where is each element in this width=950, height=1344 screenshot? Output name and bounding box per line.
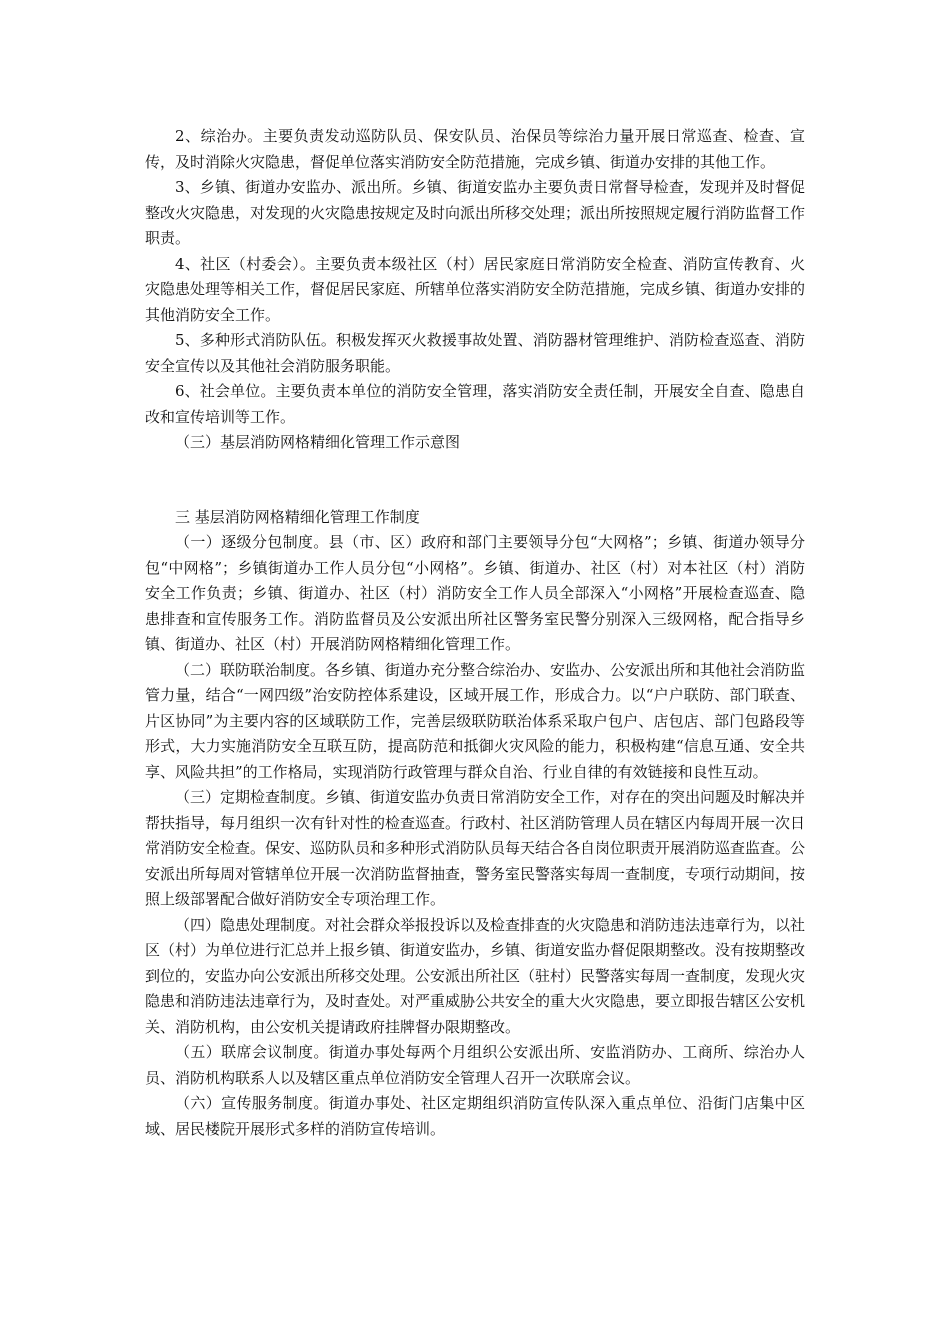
paragraph-community: 4、社区（村委会）。主要负责本级社区（村）居民家庭日常消防安全检查、消防宣传教育、火灾隐患处理等相关工作，督促居民家庭、所辖单位落实消防安全防范措施，完成乡镇、街道办安排的其他消防安全工作。 [145,254,806,324]
paragraph-regular-inspection: （三）定期检查制度。乡镇、街道安监办负责日常消防安全工作，对存在的突出问题及时解决并帮扶指导，每月组织一次有针对性的检查巡查。行政村、社区消防管理人员在辖区内每周开展一次日常消防安全检查。保安、巡防队员和多种形式消防队员每天结合各自岗位职责开展消防巡查监查。公安派出所每周对管辖单位开展一次消防监督抽查，警务室民警落实每周一查制度，专项行动期间，按照上级部署配合做好消防安全专项治理工作。 [145,788,806,908]
paragraph-social-units: 6、社会单位。主要负责本单位的消防安全管理，落实消防安全责任制，开展安全自查、隐患自改和宣传培训等工作。 [145,382,805,426]
paragraph-comprehensive-office: 2、综治办。主要负责发动巡防队员、保安队员、治保员等综治力量开展日常巡查、检查、宣传，及时消除火灾隐患，督促单位落实消防安全防范措施，完成乡镇、街道办安排的其他工作。 [145,127,805,171]
paragraph-township-safety-office: 3、乡镇、街道办安监办、派出所。乡镇、街道安监办主要负责日常督导检查，发现并及时督促整改火灾隐患，对发现的火灾隐患按规定及时向派出所移交处理；派出所按照规定履行消防监督工作职责。 [145,178,806,247]
paragraph-hazard-handling: （四）隐患处理制度。对社会群众举报投诉以及检查排查的火灾隐患和消防违法违章行为，以社区（村）为单位进行汇总并上报乡镇、街道安监办，乡镇、街道安监办督促限期整改。没有按期整改到位的，安监办向公安派出所移交处理。公安派出所社区（驻村）民警落实每周一查制度，发现火灾隐患和消防违法违章行为，及时查处。对严重威胁公共安全的重大火灾隐患，要立即报告辖区公安机关、消防机构，由公安机关提请政府挂牌督办限期整改。 [145,915,806,1036]
paragraph-joint-prevention: （二）联防联治制度。各乡镇、街道办充分整合综治办、安监办、公安派出所和其他社会消防监管力量，结合“一网四级”治安防控体系建设，区域开展工作，形成合力。以“户户联防、部门联查、片区协同”为主要内容的区域联防工作，完善层级联防联治体系采取户包户、店包店、部门包路段等形式，大力实施消防安全互联互防，提高防范和抵御火灾风险的能力，积极构建“信息互通、安全共享、风险共担”的工作格局，实现消防行政管理与群众自治、行业自律的有效链接和良性互动。 [145,660,806,781]
paragraph-joint-meeting: （五）联席会议制度。街道办事处每两个月组织公安派出所、安监消防办、工商所、综治办人员、消防机构联系人以及辖区重点单位消防安全管理人召开一次联席会议。 [145,1043,805,1087]
paragraph-fire-teams: 5、多种形式消防队伍。积极发挥灭火救援事故处置、消防器材管理维护、消防检查巡查、消防安全宣传以及其他社会消防服务职能。 [145,331,805,375]
diagram-placeholder [145,456,805,505]
document-body [145,124,805,1142]
section-heading: 三 基层消防网格精细化管理工作制度 [175,507,420,526]
paragraph-publicity-service: （六）宣传服务制度。街道办事处、社区定期组织消防宣传队深入重点单位、沿街门店集中区域、居民楼院开展形式多样的消防宣传培训。 [145,1094,805,1138]
subheading-diagram: （三）基层消防网格精细化管理工作示意图 [175,433,461,451]
paragraph-tiered-contracting: （一）逐级分包制度。县（市、区）政府和部门主要领导分包“大网格”；乡镇、街道办领导分包“中网格”；乡镇街道办工作人员分包“小网格”。乡镇、街道办、社区（村）对本社区（村）消防安全工作负责；乡镇、街道办、社区（村）消防安全工作人员全部深入“小网格”开展检查巡查、隐患排查和宣传服务工作。消防监督员及公安派出所社区警务室民警分别深入三级网格，配合指导乡镇、街道办、社区（村）开展消防网格精细化管理工作。 [145,533,805,653]
